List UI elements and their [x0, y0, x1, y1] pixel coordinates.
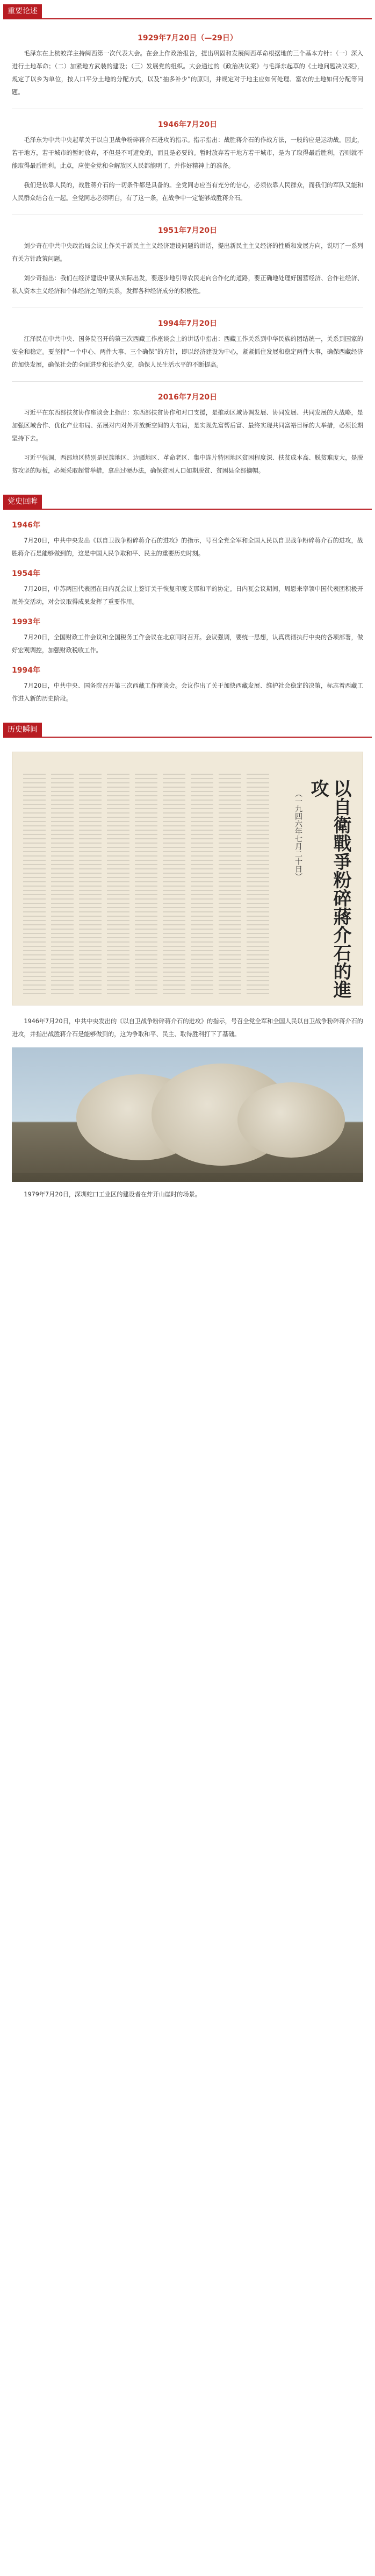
- section-header-moment: [0, 718, 375, 742]
- history-item-1954: [0, 568, 375, 609]
- entry-paragraph: 刘少奇在中共中央政治局会议上作关于新民主主义经济建设问题的讲话，提出新民主主义经济的性质和发展方向，说明了一系列有关方针政策问题。: [12, 242, 363, 262]
- newspaper-column: [219, 774, 241, 994]
- entry-2016: [12, 391, 363, 477]
- entry-paragraph: 江泽民在中共中央、国务院召开的第三次西藏工作座谈会上的讲话中指出：西藏工作关系到中华民族的团结统一，关系到国家的安全和稳定。要坚持“一个中心、两件大事、三个确保”的方针，即以经济建设为中心，紧紧抓住发展和稳定两件大事，确保西藏经济的加快发展，确保社会的全面进步和长治久安，确保人民生活水平的不断提高。: [12, 336, 363, 368]
- section-rule: [3, 18, 372, 19]
- history-year: 1946年: [12, 521, 40, 530]
- entry-date: 1951年7月20日: [157, 226, 218, 235]
- divider: [12, 381, 363, 382]
- entry-paragraph: 我们是依靠人民的，战胜蒋介石的一切条件都是具备的。全党同志应当有充分的信心，必须依靠人民群众，而我们的军队又能和人民群众结合在一起。全党同志必须明白，有了这一条，在战争中一定能够战胜蒋介石。: [12, 182, 363, 202]
- history-item-1946: [0, 519, 375, 560]
- history-item-1993: [0, 616, 375, 657]
- entry-paragraph: 习近平强调，西部地区特别是民族地区、边疆地区、革命老区、集中连片特困地区贫困程度深、扶贫成本高、脱贫难度大，是脱贫攻坚的短板，必须采取超常举措，拿出过硬办法，确保贫困人口如期脱贫、贫困县全部摘帽。: [12, 454, 363, 474]
- newspaper-column: [107, 774, 129, 994]
- entry-1951: [12, 225, 363, 298]
- section-tag: 党史回眸: [3, 495, 42, 509]
- entry-1929: [12, 32, 363, 99]
- entry-date: 1994年7月20日: [157, 319, 218, 328]
- photo-strip: [12, 1173, 363, 1182]
- newspaper-image: [12, 752, 363, 1005]
- newspaper-column: [247, 774, 269, 994]
- entry-date: 2016年7月20日: [157, 393, 218, 402]
- section-rule: [3, 509, 372, 510]
- newspaper-column: [23, 774, 46, 994]
- entry-paragraph: 毛泽东为中共中央起草关于以自卫战争粉碎蒋介石进攻的指示。指示指出：战胜蒋介石的作战方法，一般的应是运动战。因此，若干地方，若干城市的暂时放弃，不但是不可避免的，而且是必要的。暂时放弃若干地方若干城市，是为了取得最后胜利，否则就不能取得最后胜利。此点，应使全党和全解放区人民都能明了，并作好精神上的准备。: [12, 137, 363, 169]
- history-text: 7月20日，中共中央、国务院召开第三次西藏工作座谈会。会议作出了关于加快西藏发展、维护社会稳定的决策，标志着西藏工作进入新的历史阶段。: [12, 682, 363, 702]
- newspaper-column: [191, 774, 213, 994]
- newspaper-date: （一九四六年七月二十日）: [294, 790, 302, 880]
- entry-1946: [12, 119, 363, 205]
- history-year: 1993年: [12, 618, 40, 626]
- section-header-important: [0, 0, 375, 24]
- section-rule: [3, 737, 372, 738]
- newspaper-title: 以自衛戰爭粉碎蔣介石的進攻: [307, 779, 351, 998]
- entry-date: 1946年7月20日: [157, 120, 218, 129]
- history-year: 1954年: [12, 569, 40, 578]
- caption-1979: 1979年7月20日，深圳蛇口工业区的建设者在炸开山崖时的场景。: [24, 1191, 201, 1198]
- history-text: 7月20日，中苏两国代表团在日内瓦会议上签订关于恢复印度支那和平的协定。日内瓦会议期间，周恩来率领中国代表团积极开展外交活动，对会议取得成果发挥了重要作用。: [12, 586, 363, 605]
- entry-paragraph: 习近平在东西部扶贫协作座谈会上指出：东西部扶贫协作和对口支援，是推动区域协调发展、协同发展、共同发展的大战略，是加强区域合作、优化产业布局、拓展对内对外开放新空间的大布局，是实现先富帮后富、最终实现共同富裕目标的大举措，必须长期坚持下去。: [12, 409, 363, 442]
- section-header-history: [0, 490, 375, 514]
- entry-date: 1929年7月20日（—29日）: [138, 34, 237, 42]
- page: [0, 0, 375, 1201]
- dust-cloud: [237, 1082, 345, 1158]
- history-text: 7月20日，全国财政工作会议和全国税务工作会议在北京同时召开。会议强调，要统一思想，认真贯彻执行中央的各项部署，做好宏观调控，加强财政税收工作。: [12, 634, 363, 654]
- entry-paragraph: 毛泽东在上杭蛟洋主持闽西第一次代表大会。在会上作政治报告，提出巩固和发展闽西革命根据地的三个基本方针：（一）深入进行土地革命；（二）加紧地方武装的建设；（三）发展党的组织。大会通过的《政治决议案》与毛泽东起草的《土地问题决议案》，规定了以乡为单位，按人口平分土地的分配方式，以及“抽多补少”的原则，并规定对于地主应如何处理、富农的土地如何分配等问题。: [12, 50, 363, 96]
- entry-paragraph: 刘少奇指出：我们在经济建设中要从实际出发，要逐步地引导农民走向合作化的道路，要正确地处理好国营经济、合作社经济、私人资本主义经济和个体经济之间的关系，发挥各种经济成分的积极性。: [12, 275, 363, 295]
- entry-1994: [12, 318, 363, 372]
- newspaper-column: [135, 774, 157, 994]
- section-tag: 历史瞬间: [3, 723, 42, 737]
- history-text: 7月20日，中共中央发出《以自卫战争粉碎蒋介石的进攻》的指示，号召全党全军和全国人民以自卫战争粉碎蒋介石的进攻，战胜蒋介石是能够做到的，这是中国人民争取和平、民主的重要历史时刻。: [12, 537, 363, 557]
- newspaper-column: [163, 774, 185, 994]
- history-year: 1994年: [12, 666, 40, 675]
- newspaper-column: [79, 774, 102, 994]
- history-item-1994: [0, 665, 375, 705]
- newspaper-column: [51, 774, 74, 994]
- section-tag: 重要论述: [3, 4, 42, 18]
- caption-1946: 1946年7月20日，中共中央发出的《以自卫战争粉碎蒋介石的进攻》的指示，号召全党全军和全国人民以自卫战争粉碎蒋介石的进攻，并指出战胜蒋介石是能够做到的，这为争取和平、民主、取得胜利打下了基础。: [12, 1018, 363, 1038]
- explosion-photo: [12, 1047, 363, 1182]
